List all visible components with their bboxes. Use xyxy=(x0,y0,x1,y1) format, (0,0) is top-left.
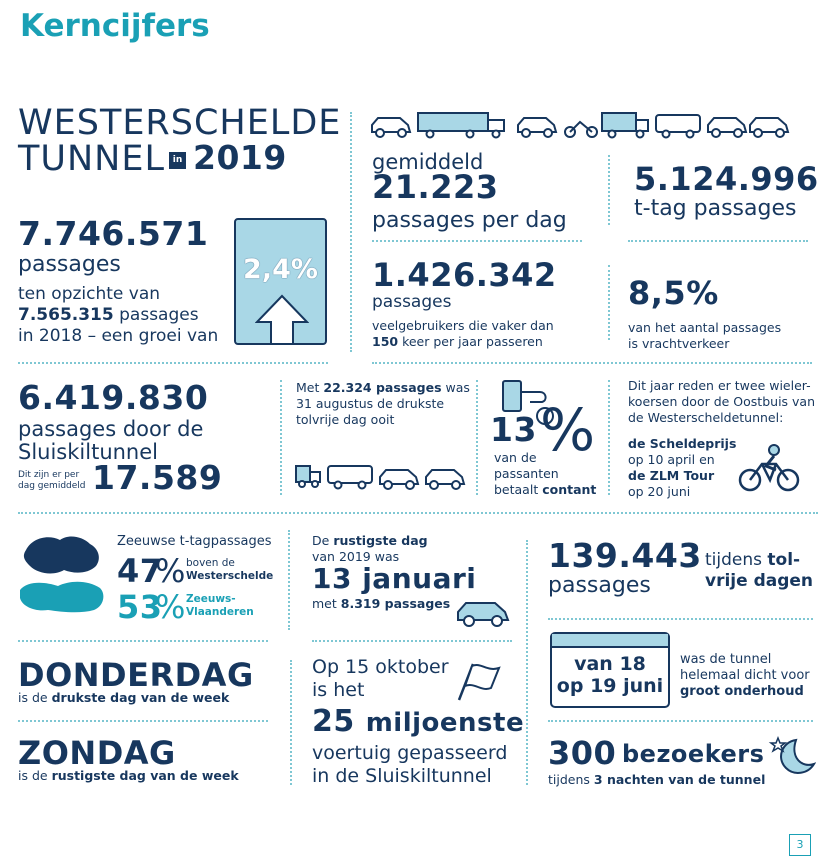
cyclist-icon xyxy=(738,442,800,494)
zeeland-north-percent: 47 xyxy=(117,552,163,590)
sluiskil-value: 6.419.830 xyxy=(18,378,209,417)
growth-box xyxy=(234,218,327,345)
vehicles-small-icon xyxy=(294,462,469,490)
tollfree-value: 139.443 xyxy=(548,536,702,575)
cash-percent: % xyxy=(540,396,596,464)
frequent-value: 1.426.342 xyxy=(372,256,557,294)
frequent-desc1: veelgebruikers die vaker dan xyxy=(372,318,554,333)
car-icon xyxy=(455,598,511,628)
zeeland-south-percent: 53 xyxy=(117,588,163,626)
visitors-label: bezoekers xyxy=(622,740,765,768)
frequent-desc2: keer per jaar passeren xyxy=(402,334,543,349)
in-badge: in xyxy=(169,152,186,169)
quietest-weekday: ZONDAG xyxy=(18,734,176,772)
sluiskil-line2: Sluiskiltunnel xyxy=(18,440,158,464)
zeeland-south-pct-sign: % xyxy=(155,588,186,626)
flag-icon xyxy=(455,660,505,702)
busiest-free-text: Met 22.324 passages was 31 augustus de drukste tolvrije dag ooit xyxy=(296,380,470,427)
trucks-desc2: is vrachtverkeer xyxy=(628,336,730,351)
page-number: 3 xyxy=(789,834,811,856)
daily-suffix: passages per dag xyxy=(372,208,567,233)
arrow-up-icon xyxy=(255,294,309,346)
cycling-races: de Scheldeprijs op 10 april en de ZLM Tour op 20 juni xyxy=(628,436,737,499)
visitors-value: 300 xyxy=(548,734,617,772)
tunnel-year: 2019 xyxy=(193,138,287,177)
ttag-value: 5.124.996 xyxy=(634,160,819,198)
cash-text: van de passanten betaalt contant xyxy=(494,450,597,497)
trucks-value: 8,5% xyxy=(628,274,719,312)
quietest-intro: De rustigste dag van 2019 was xyxy=(312,533,428,564)
tollfree-text: tijdens tol- vrije dagen xyxy=(705,550,814,591)
sluiskil-daily: 17.589 xyxy=(92,458,223,497)
sluiskil-line1: passages door de xyxy=(18,417,204,441)
zeeland-map-icon xyxy=(18,530,108,618)
vehicles-row-icon xyxy=(370,110,790,140)
quietest-date: 13 januari xyxy=(312,562,477,595)
daily-value: 21.223 xyxy=(372,168,499,206)
tunnel-title-line2: TUNNEL xyxy=(18,139,165,179)
tollfree-unit: passages xyxy=(548,573,651,598)
total-passages-value: 7.746.571 xyxy=(18,214,209,253)
ttag-label: t-tag passages xyxy=(634,196,797,221)
compare-value: 7.565.315 xyxy=(18,305,114,325)
total-passages-unit: passages xyxy=(18,252,121,277)
zeeland-title: Zeeuwse t-tagpassages xyxy=(117,534,272,549)
zeeland-south-label: Zeeuws- Vlaanderen xyxy=(186,593,254,618)
frequent-unit: passages xyxy=(372,292,452,312)
frequent-desc-bold: 150 xyxy=(372,334,399,349)
growth-value: 2,4% xyxy=(243,254,318,285)
daily-prefix: gemiddeld xyxy=(372,150,484,174)
calendar-icon: van 18 op 19 juni xyxy=(550,632,670,708)
sluiskil-note: Dit zijn er per dag gemiddeld xyxy=(18,470,86,491)
tunnel-title-line1: WESTERSCHELDE xyxy=(18,103,342,143)
milestone-outro: voertuig gepasseerd in de Sluiskiltunnel xyxy=(312,742,508,787)
page-title: Kerncijfers xyxy=(20,8,210,44)
zeeland-north-label: boven de Westerschelde xyxy=(186,557,274,582)
compare-unit: passages xyxy=(119,305,199,325)
total-compare-text: ten opzichte van xyxy=(18,284,161,304)
busiest-weekday: DONDERDAG xyxy=(18,656,254,694)
trucks-desc1: van het aantal passages xyxy=(628,320,782,335)
milestone-intro: Op 15 oktober is het xyxy=(312,656,449,701)
cash-number: 13 xyxy=(490,410,537,449)
moon-stars-icon xyxy=(768,734,816,780)
zeeland-north-pct-sign: % xyxy=(155,552,186,590)
milestone-number: 25 miljoenste xyxy=(312,704,525,739)
total-growth-text: in 2018 – een groei van xyxy=(18,326,219,346)
cycling-intro: Dit jaar reden er twee wieler- koersen door de Oostbuis van de Westerscheldetunnel: xyxy=(628,378,816,425)
closed-text: was de tunnel helemaal dicht voor groot onderhoud xyxy=(680,652,810,699)
